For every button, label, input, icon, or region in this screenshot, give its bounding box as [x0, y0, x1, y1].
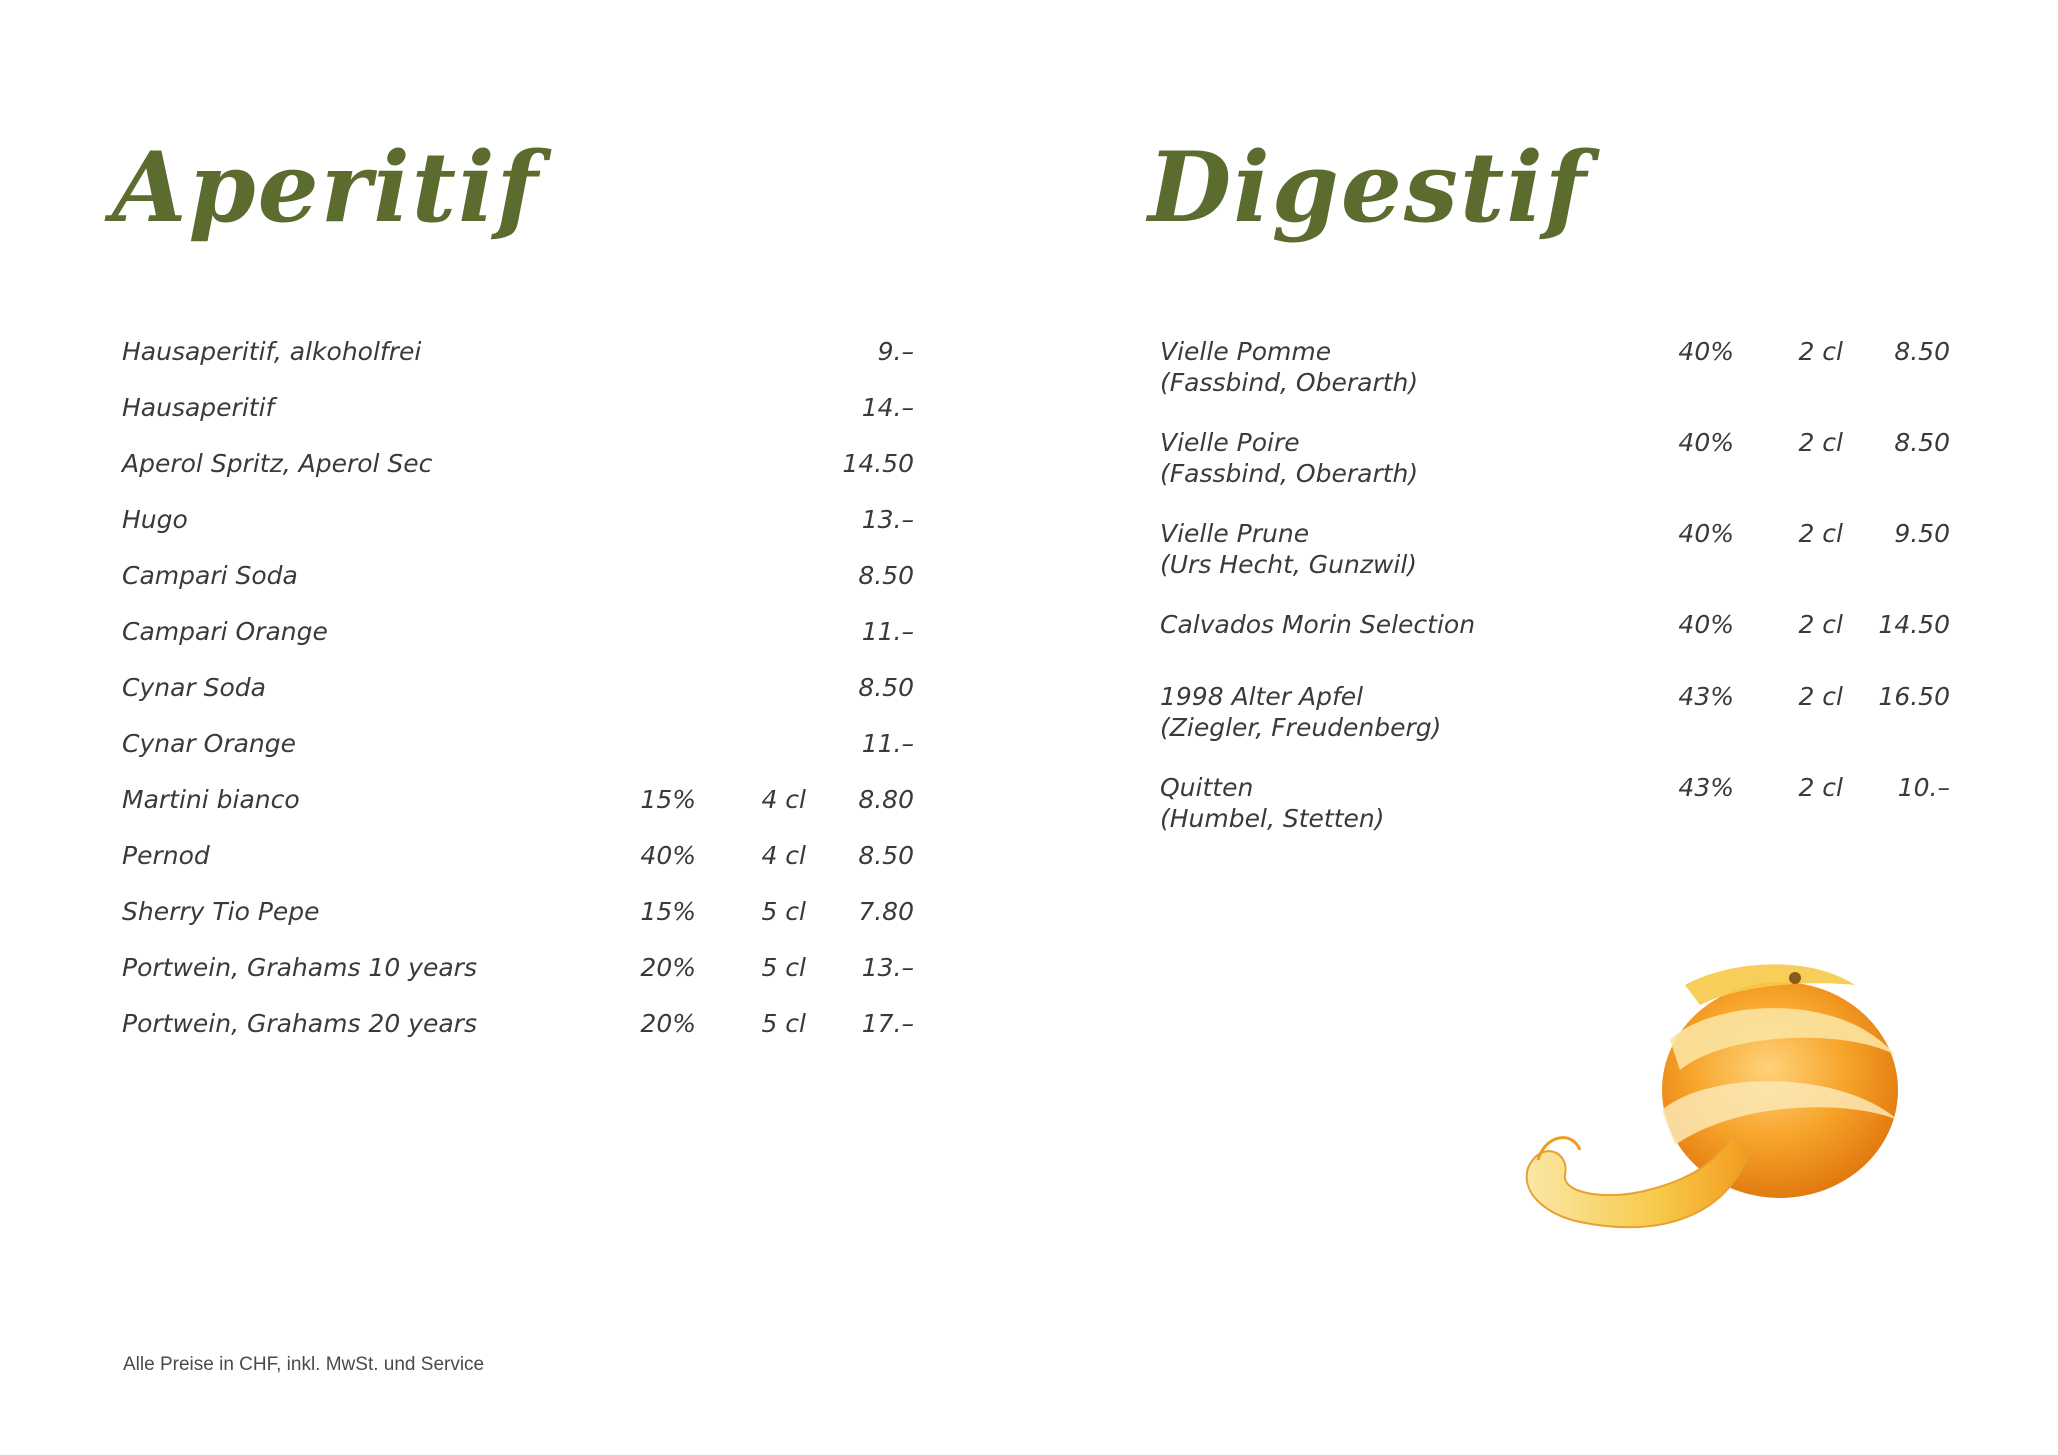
menu-item — [122, 336, 914, 392]
menu-item — [1160, 681, 1950, 772]
item-price: 13.– — [861, 953, 914, 982]
menu-item — [122, 392, 914, 448]
menu-item — [1160, 518, 1950, 609]
item-abv: 40% — [1678, 337, 1734, 366]
menu-item — [1160, 772, 1950, 863]
menu-item — [1160, 336, 1950, 427]
menu-item — [122, 1008, 914, 1064]
item-producer: (Ziegler, Freudenberg) — [1160, 713, 1442, 742]
item-name: Aperol Spritz, Aperol Sec — [122, 449, 433, 478]
item-price: 8.50 — [1894, 428, 1950, 457]
item-volume: 5 cl — [761, 897, 806, 926]
item-price: 8.50 — [858, 561, 914, 590]
item-price: 7.80 — [858, 897, 914, 926]
item-volume: 5 cl — [761, 1009, 806, 1038]
menu-item — [122, 560, 914, 616]
menu-item — [122, 672, 914, 728]
item-abv: 40% — [1678, 519, 1734, 548]
menu-item — [1160, 609, 1950, 681]
item-abv: 15% — [640, 785, 696, 814]
item-volume: 5 cl — [761, 953, 806, 982]
item-name: Portwein, Grahams 10 years — [122, 953, 477, 982]
item-price: 9.– — [877, 337, 914, 366]
menu-item — [122, 952, 914, 1008]
item-name: Hugo — [122, 505, 188, 534]
menu-item — [122, 784, 914, 840]
item-price: 14.50 — [842, 449, 914, 478]
menu-item — [122, 448, 914, 504]
item-volume: 2 cl — [1798, 428, 1843, 457]
item-price: 14.50 — [1878, 610, 1950, 639]
item-volume: 2 cl — [1798, 773, 1843, 802]
item-abv: 43% — [1678, 682, 1734, 711]
item-abv: 20% — [640, 1009, 696, 1038]
item-price: 8.50 — [858, 673, 914, 702]
aperitif-list — [122, 336, 914, 1064]
item-abv: 40% — [640, 841, 696, 870]
item-producer: (Urs Hecht, Gunzwil) — [1160, 550, 1418, 579]
item-name: Hausaperitif — [122, 393, 275, 422]
item-volume: 4 cl — [761, 841, 806, 870]
item-volume: 2 cl — [1798, 610, 1843, 639]
price-footnote: Alle Preise in CHF, inkl. MwSt. und Service — [123, 1354, 485, 1375]
item-name: Pernod — [122, 841, 210, 870]
item-name: Vielle Prune — [1160, 519, 1310, 548]
item-name: Calvados Morin Selection — [1160, 610, 1476, 639]
item-name: Campari Orange — [122, 617, 328, 646]
item-volume: 2 cl — [1798, 519, 1843, 548]
menu-item — [122, 616, 914, 672]
item-name: Campari Soda — [122, 561, 298, 590]
item-name: Martini bianco — [122, 785, 300, 814]
item-abv: 43% — [1678, 773, 1734, 802]
item-producer: (Fassbind, Oberarth) — [1160, 459, 1419, 488]
item-price: 16.50 — [1878, 682, 1950, 711]
menu-item — [122, 728, 914, 784]
item-price: 14.– — [861, 393, 914, 422]
item-price: 11.– — [861, 729, 914, 758]
item-price: 9.50 — [1894, 519, 1950, 548]
item-name: Portwein, Grahams 20 years — [122, 1009, 477, 1038]
digestif-heading: Digestif — [1148, 131, 1589, 244]
item-name: Hausaperitif, alkoholfrei — [122, 337, 422, 366]
item-volume: 2 cl — [1798, 682, 1843, 711]
item-name: Cynar Orange — [122, 729, 297, 758]
orange-peel-illustration — [1510, 960, 1910, 1280]
menu-item — [122, 840, 914, 896]
item-price: 8.80 — [858, 785, 914, 814]
aperitif-heading: Aperitif — [112, 131, 540, 244]
item-name: Vielle Pomme — [1160, 337, 1332, 366]
item-name: 1998 Alter Apfel — [1160, 682, 1364, 711]
item-volume: 4 cl — [761, 785, 806, 814]
item-producer: (Fassbind, Oberarth) — [1160, 368, 1419, 397]
item-price: 8.50 — [858, 841, 914, 870]
item-price: 10.– — [1897, 773, 1950, 802]
item-abv: 40% — [1678, 610, 1734, 639]
item-name: Vielle Poire — [1160, 428, 1300, 457]
item-price: 8.50 — [1894, 337, 1950, 366]
item-abv: 15% — [640, 897, 696, 926]
item-volume: 2 cl — [1798, 337, 1843, 366]
menu-item — [122, 504, 914, 560]
item-abv: 40% — [1678, 428, 1734, 457]
digestif-list — [1160, 336, 1950, 863]
menu-item — [1160, 427, 1950, 518]
item-price: 11.– — [861, 617, 914, 646]
item-name: Cynar Soda — [122, 673, 266, 702]
menu-item — [122, 896, 914, 952]
item-abv: 20% — [640, 953, 696, 982]
item-price: 17.– — [861, 1009, 914, 1038]
item-price: 13.– — [861, 505, 914, 534]
item-producer: (Humbel, Stetten) — [1160, 804, 1385, 833]
item-name: Quitten — [1160, 773, 1254, 802]
item-name: Sherry Tio Pepe — [122, 897, 320, 926]
